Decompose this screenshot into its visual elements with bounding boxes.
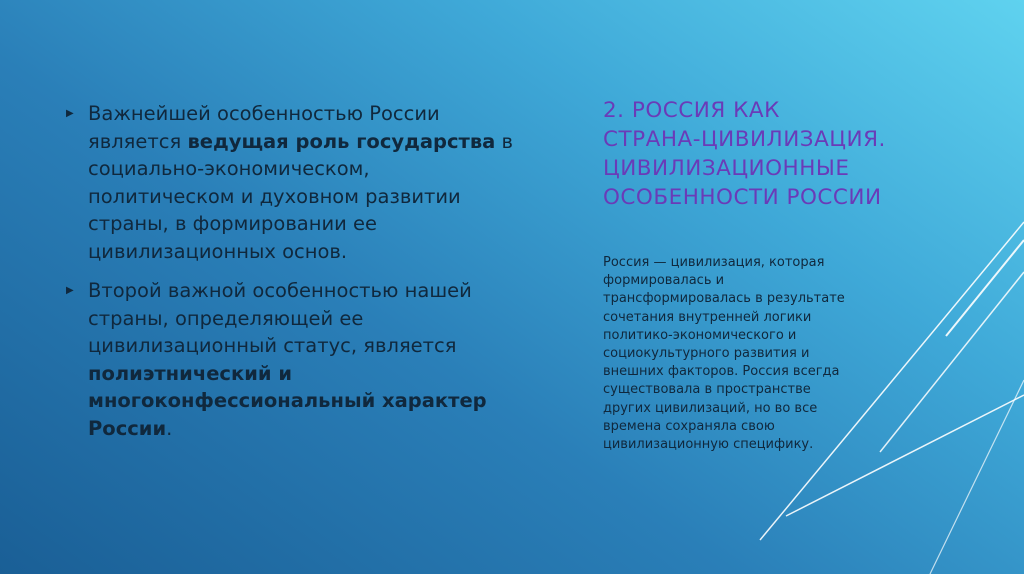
deco-line-1 — [760, 222, 1024, 540]
bullet-triangle-icon: ▶ — [66, 108, 74, 119]
body-line-2: формировалась и — [603, 273, 725, 289]
deco-line-5 — [930, 380, 1024, 574]
bullet-1-tail: в социально-экономическом, политическом и духовном развитии страны, в формировании ее цивилизационных основ. — [88, 129, 514, 263]
title-line-3: ЦИВИЛИЗАЦИОННЫЕ — [603, 156, 850, 181]
title-line-1: 2. РОССИЯ КАК — [603, 98, 780, 123]
bullet-2-tail: . — [166, 416, 173, 440]
bullet-2-bold: полиэтнический и многоконфессиональный характер России — [88, 361, 487, 440]
body-line-3: трансформировалась в результате — [603, 291, 845, 307]
bullet-1-text: Важнейшей особенностью России является — [88, 102, 440, 153]
body-line-7: внешних факторов. Россия всегда — [603, 364, 840, 380]
body-line-9: других цивилизаций, но во все — [603, 400, 818, 416]
body-line-5: политико-экономического и — [603, 327, 797, 343]
deco-line-4 — [786, 395, 1024, 516]
body-line-1: Россия — цивилизация, которая — [603, 255, 825, 270]
title-line-2: СТРАНА-ЦИВИЛИЗАЦИЯ. — [603, 127, 886, 152]
body-line-11: цивилизационную специфику. — [603, 437, 814, 453]
body-line-8: существовала в пространстве — [603, 382, 811, 398]
bullet-2-text: Второй важной особенностью нашей страны, определяющей ее цивилизационный статус, является — [88, 279, 472, 357]
title-line-4: ОСОБЕННОСТИ РОССИИ — [603, 185, 882, 210]
body-line-10: времена сохраняла свою — [603, 418, 775, 434]
body-line-4: сочетания внутренней логики — [603, 309, 812, 325]
bullet-1-bold: ведущая роль государства — [187, 129, 496, 153]
bullet-triangle-icon: ▶ — [66, 285, 74, 296]
body-line-6: социокультурного развития и — [603, 346, 810, 362]
